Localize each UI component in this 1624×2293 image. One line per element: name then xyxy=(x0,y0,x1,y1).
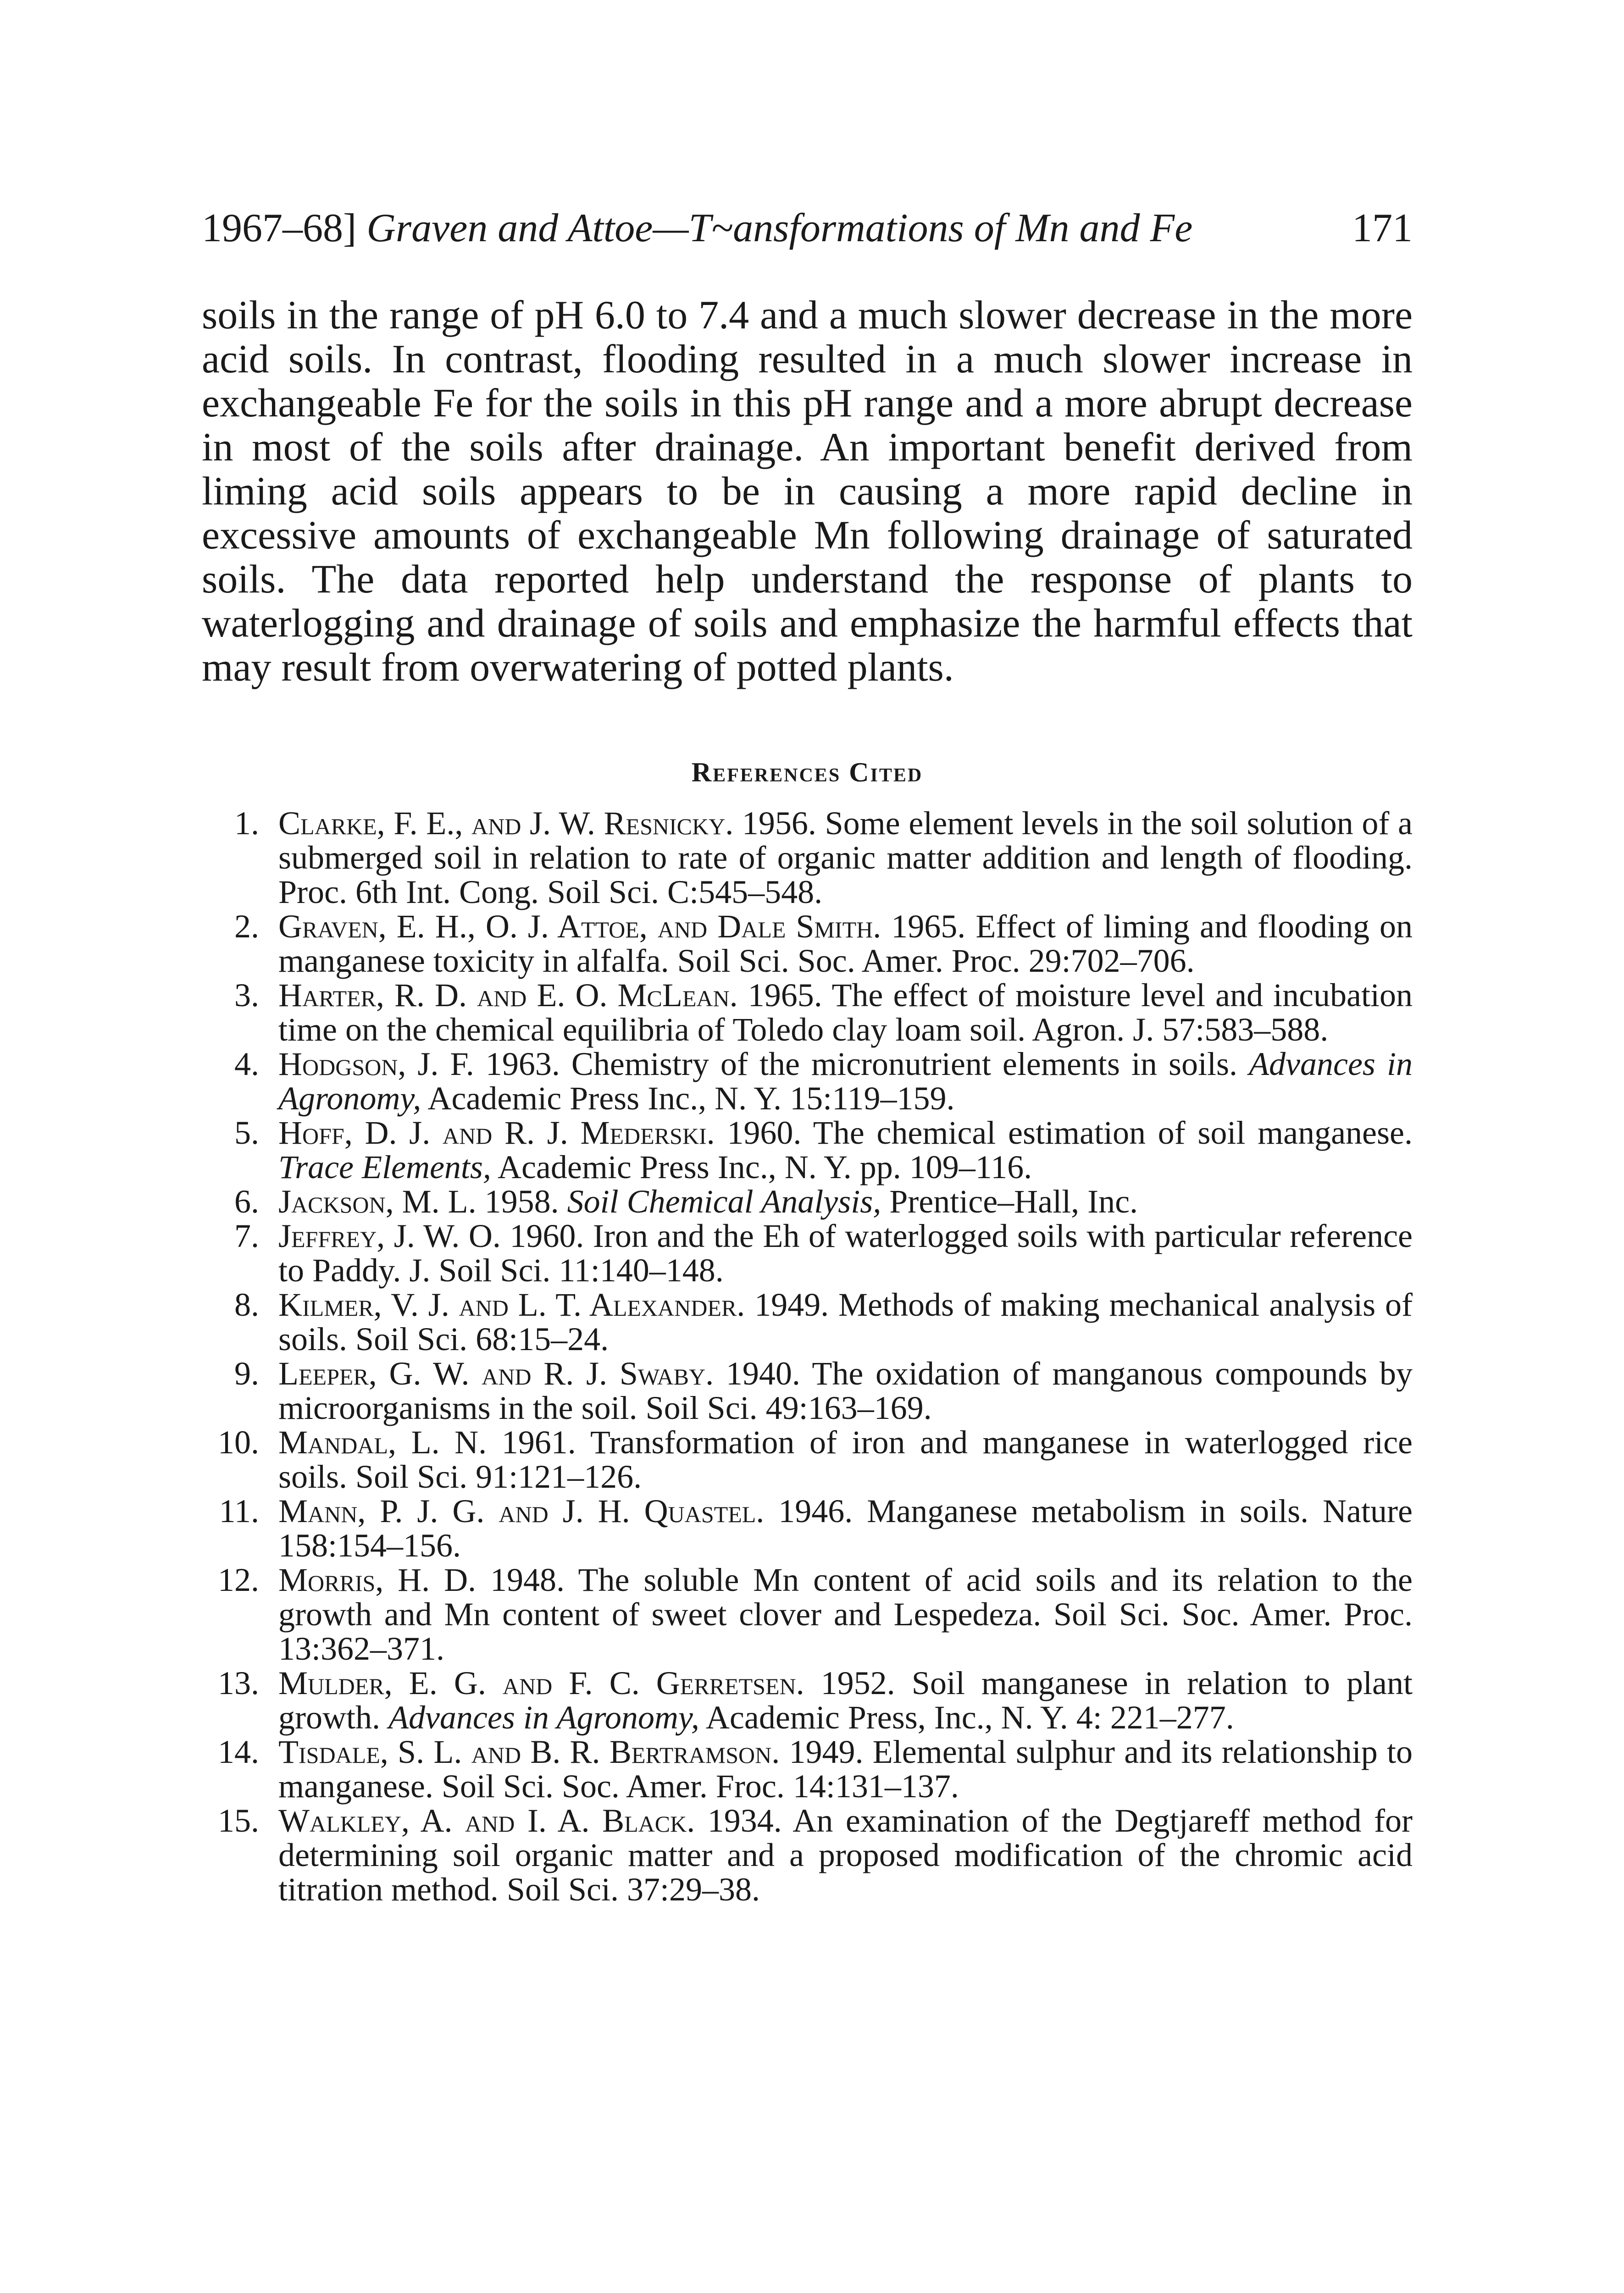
reference-text: 1960. The chemical estimation of soil manganese. xyxy=(715,1114,1413,1151)
reference-authors: Hodgson, J. F. xyxy=(278,1046,474,1082)
reference-text: 1961. Transformation of iron and manganese in waterlogged rice soils. Soil Sci. 91:121–126. xyxy=(278,1424,1413,1495)
reference-number: 14. xyxy=(218,1734,259,1770)
reference-text: 1963. Chemistry of the micronutrient elements in soils. xyxy=(474,1046,1249,1082)
reference-number: 11. xyxy=(219,1493,259,1529)
reference-number: 12. xyxy=(218,1562,259,1598)
reference-text: 1946. Manganese metabolism in soils. Nature 158:154–156. xyxy=(278,1493,1413,1564)
reference-item xyxy=(202,909,1413,978)
reference-number: 10. xyxy=(218,1424,259,1461)
reference-text: 1948. The soluble Mn content of acid soils and its relation to the growth and Mn content of sweet clover and Lespedeza. Soil Sci. Soc. Amer. Proc. 13:362–371. xyxy=(278,1562,1413,1667)
reference-number: 2. xyxy=(234,908,259,945)
reference-item xyxy=(202,806,1413,909)
reference-italic-title: Advances in Agronomy, xyxy=(388,1699,699,1736)
reference-number: 13. xyxy=(218,1665,259,1701)
reference-authors: Harter, R. D. and E. O. McLean. xyxy=(278,977,738,1014)
reference-text-end: Academic Press Inc., N. Y. 15:119–159. xyxy=(421,1080,955,1117)
reference-authors: Hoff, D. J. and R. J. Mederski. xyxy=(278,1114,715,1151)
reference-item xyxy=(202,1494,1413,1563)
reference-number: 15. xyxy=(218,1802,259,1839)
reference-authors: Jeffrey, J. W. O. xyxy=(278,1218,501,1254)
reference-number: 9. xyxy=(234,1355,259,1392)
reference-number: 6. xyxy=(234,1183,259,1220)
reference-authors: Kilmer, V. J. and L. T. Alexander. xyxy=(278,1286,745,1323)
reference-number: 1. xyxy=(234,805,259,842)
reference-item xyxy=(202,1288,1413,1357)
reference-text: 1958. xyxy=(476,1183,567,1220)
header-year: 1967–68] xyxy=(202,206,357,250)
reference-item xyxy=(202,1666,1413,1735)
reference-text: 1940. The oxidation of manganous compounds by microorganisms in the soil. Soil Sci. 49:163–169. xyxy=(278,1355,1413,1426)
reference-authors: Walkley, A. and I. A. Black. xyxy=(278,1802,695,1839)
reference-text: 1965. The effect of moisture level and incubation time on the chemical equilibria of Toledo clay loam soil. Agron. J. 57:583–588. xyxy=(278,977,1413,1048)
reference-text: 1952. Soil manganese in relation to plant growth. xyxy=(278,1665,1413,1736)
page-number: 171 xyxy=(1352,206,1413,250)
reference-item xyxy=(202,1219,1413,1288)
reference-number: 8. xyxy=(234,1286,259,1323)
reference-item xyxy=(202,1185,1413,1219)
reference-item xyxy=(202,1357,1413,1425)
reference-text-end: Academic Press Inc., N. Y. pp. 109–116. xyxy=(491,1149,1032,1185)
reference-text-end: Academic Press, Inc., N. Y. 4: 221–277. xyxy=(699,1699,1234,1736)
reference-authors: Mandal, L. N. xyxy=(278,1424,487,1461)
reference-item xyxy=(202,1804,1413,1907)
reference-authors: Graven, E. H., O. J. Attoe, and Dale Smith. xyxy=(278,908,881,945)
reference-item xyxy=(202,1116,1413,1185)
reference-italic-title: Trace Elements, xyxy=(278,1149,491,1185)
reference-text: 1965. Effect of liming and flooding on manganese toxicity in alfalfa. Soil Sci. Soc. Amer. Proc. 29:702–706. xyxy=(278,908,1413,979)
reference-number: 3. xyxy=(234,977,259,1014)
reference-authors: Morris, H. D. xyxy=(278,1562,477,1598)
reference-authors: Leeper, G. W. and R. J. Swaby. xyxy=(278,1355,714,1392)
reference-authors: Mulder, E. G. and F. C. Gerretsen. xyxy=(278,1665,804,1701)
reference-text: 1949. Elemental sulphur and its relationship to manganese. Soil Sci. Soc. Amer. Froc. 14:131–137. xyxy=(278,1734,1413,1805)
reference-number: 5. xyxy=(234,1114,259,1151)
body-paragraph: soils in the range of pH 6.0 to 7.4 and a much slower decrease in the more acid soils. In contrast, flooding resulted in a much slower increase in exchangeable Fe for the soils in this pH range and a more abrupt decrease in most of the soils after drainage. An important benefit derived from liming acid soils appears to be in causing a more rapid decline in excessive amounts of exchangeable Mn following drainage of saturated soils. The data reported help understand the response of plants to waterlogging and drainage of soils and emphasize the harmful effects that may result from overwatering of potted plants. xyxy=(202,293,1413,690)
header-running-title: Graven and Attoe—T~ansformations of Mn and Fe xyxy=(366,206,1193,250)
references-list xyxy=(202,806,1413,1907)
reference-authors: Jackson, M. L. xyxy=(278,1183,477,1220)
reference-authors: Tisdale, S. L. and B. R. Bertramson. xyxy=(278,1734,780,1770)
reference-italic-title: Soil Chemical Analysis, xyxy=(567,1183,881,1220)
reference-number: 4. xyxy=(234,1046,259,1082)
reference-item xyxy=(202,1735,1413,1804)
reference-item xyxy=(202,1425,1413,1494)
reference-text: 1960. Iron and the Eh of waterlogged soils with particular reference to Paddy. J. Soil Sci. 11:140–148. xyxy=(278,1218,1413,1289)
reference-authors: Clarke, F. E., and J. W. Resnicky. xyxy=(278,805,734,842)
reference-item xyxy=(202,1047,1413,1116)
reference-text: 1934. An examination of the Degtjareff method for determining soil organic matter and a proposed modification of the chromic acid titration method. Soil Sci. 37:29–38. xyxy=(278,1802,1413,1908)
reference-number: 7. xyxy=(234,1218,259,1254)
reference-authors: Mann, P. J. G. and J. H. Quastel. xyxy=(278,1493,765,1529)
running-header xyxy=(202,201,1413,256)
references-heading: References Cited xyxy=(691,757,923,787)
reference-text: 1949. Methods of making mechanical analysis of soils. Soil Sci. 68:15–24. xyxy=(278,1286,1413,1357)
reference-italic-title: Advances in Agronomy, xyxy=(278,1046,1413,1117)
reference-text-end: Prentice–Hall, Inc. xyxy=(881,1183,1138,1220)
reference-item xyxy=(202,1563,1413,1666)
header-left xyxy=(202,201,1192,256)
reference-item xyxy=(202,978,1413,1047)
reference-text: 1956. Some element levels in the soil solution of a submerged soil in relation to rate of organic matter addition and length of flooding. Proc. 6th Int. Cong. Soil Sci. C:545–548. xyxy=(278,805,1413,910)
